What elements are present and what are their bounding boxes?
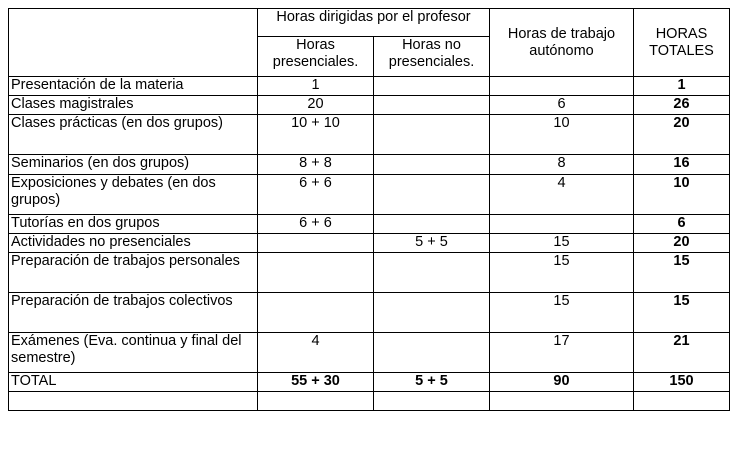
table-row: [9, 115, 730, 155]
no-presenciales-cell: [374, 115, 490, 155]
presenciales-cell: 6 + 6: [258, 215, 374, 234]
autonomo-cell: 15: [490, 253, 634, 293]
total-cell: 15: [634, 253, 730, 293]
total-cell: 20: [634, 234, 730, 253]
presenciales-cell: [258, 253, 374, 293]
no-presenciales-cell: [374, 215, 490, 234]
header-empty-cell: [9, 9, 258, 77]
no-presenciales-cell: [374, 333, 490, 373]
header-group-label: Horas dirigidas por el profesor: [258, 9, 490, 37]
autonomo-cell: 10: [490, 115, 634, 155]
no-presenciales-cell: [374, 293, 490, 333]
no-presenciales-cell: [374, 77, 490, 96]
no-presenciales-cell: 5 + 5: [374, 234, 490, 253]
activity-cell: Presentación de la materia: [9, 77, 258, 96]
total-cell: 10: [634, 175, 730, 215]
table-row: [9, 333, 730, 373]
total-cell: 26: [634, 96, 730, 115]
autonomo-cell: 6: [490, 96, 634, 115]
no-presenciales-cell: [374, 96, 490, 115]
activity-cell: Preparación de trabajos personales: [9, 253, 258, 293]
autonomo-cell: 8: [490, 155, 634, 175]
activity-cell: Preparación de trabajos colectivos: [9, 293, 258, 333]
presenciales-cell: 4: [258, 333, 374, 373]
autonomo-cell: 17: [490, 333, 634, 373]
table-row: [9, 175, 730, 215]
table-row: [9, 155, 730, 175]
table-row: [9, 215, 730, 234]
activity-cell: Clases magistrales: [9, 96, 258, 115]
total-row: [9, 373, 730, 392]
empty-cell: [374, 392, 490, 411]
header-totales: HORAS TOTALES: [634, 9, 730, 77]
table-row: [9, 96, 730, 115]
header-no-presenciales: Horas no presenciales.: [374, 37, 490, 77]
activity-cell: Tutorías en dos grupos: [9, 215, 258, 234]
activity-cell: Seminarios (en dos grupos): [9, 155, 258, 175]
total-no-presenciales: 5 + 5: [374, 373, 490, 392]
autonomo-cell: 4: [490, 175, 634, 215]
no-presenciales-cell: [374, 175, 490, 215]
presenciales-cell: [258, 293, 374, 333]
empty-cell: [258, 392, 374, 411]
total-cell: 16: [634, 155, 730, 175]
table-row: [9, 293, 730, 333]
header-autonomo: Horas de trabajo autónomo: [490, 9, 634, 77]
total-autonomo: 90: [490, 373, 634, 392]
activity-cell: Clases prácticas (en dos grupos): [9, 115, 258, 155]
total-cell: 15: [634, 293, 730, 333]
empty-row: [9, 392, 730, 411]
empty-cell: [490, 392, 634, 411]
autonomo-cell: 15: [490, 293, 634, 333]
presenciales-cell: 20: [258, 96, 374, 115]
no-presenciales-cell: [374, 155, 490, 175]
table-row: [9, 234, 730, 253]
empty-cell: [634, 392, 730, 411]
presenciales-cell: 8 + 8: [258, 155, 374, 175]
hours-table: [8, 8, 730, 411]
autonomo-cell: 15: [490, 234, 634, 253]
total-total: 150: [634, 373, 730, 392]
header-presenciales: Horas presenciales.: [258, 37, 374, 77]
total-cell: 1: [634, 77, 730, 96]
table-row: [9, 253, 730, 293]
presenciales-cell: 10 + 10: [258, 115, 374, 155]
presenciales-cell: [258, 234, 374, 253]
activity-cell: Exámenes (Eva. continua y final del semestre): [9, 333, 258, 373]
total-cell: 21: [634, 333, 730, 373]
no-presenciales-cell: [374, 253, 490, 293]
autonomo-cell: [490, 215, 634, 234]
total-cell: 6: [634, 215, 730, 234]
presenciales-cell: 6 + 6: [258, 175, 374, 215]
presenciales-cell: 1: [258, 77, 374, 96]
empty-cell: [9, 392, 258, 411]
table-row: [9, 77, 730, 96]
autonomo-cell: [490, 77, 634, 96]
total-label: TOTAL: [9, 373, 258, 392]
activity-cell: Exposiciones y debates (en dos grupos): [9, 175, 258, 215]
activity-cell: Actividades no presenciales: [9, 234, 258, 253]
total-cell: 20: [634, 115, 730, 155]
total-presenciales: 55 + 30: [258, 373, 374, 392]
